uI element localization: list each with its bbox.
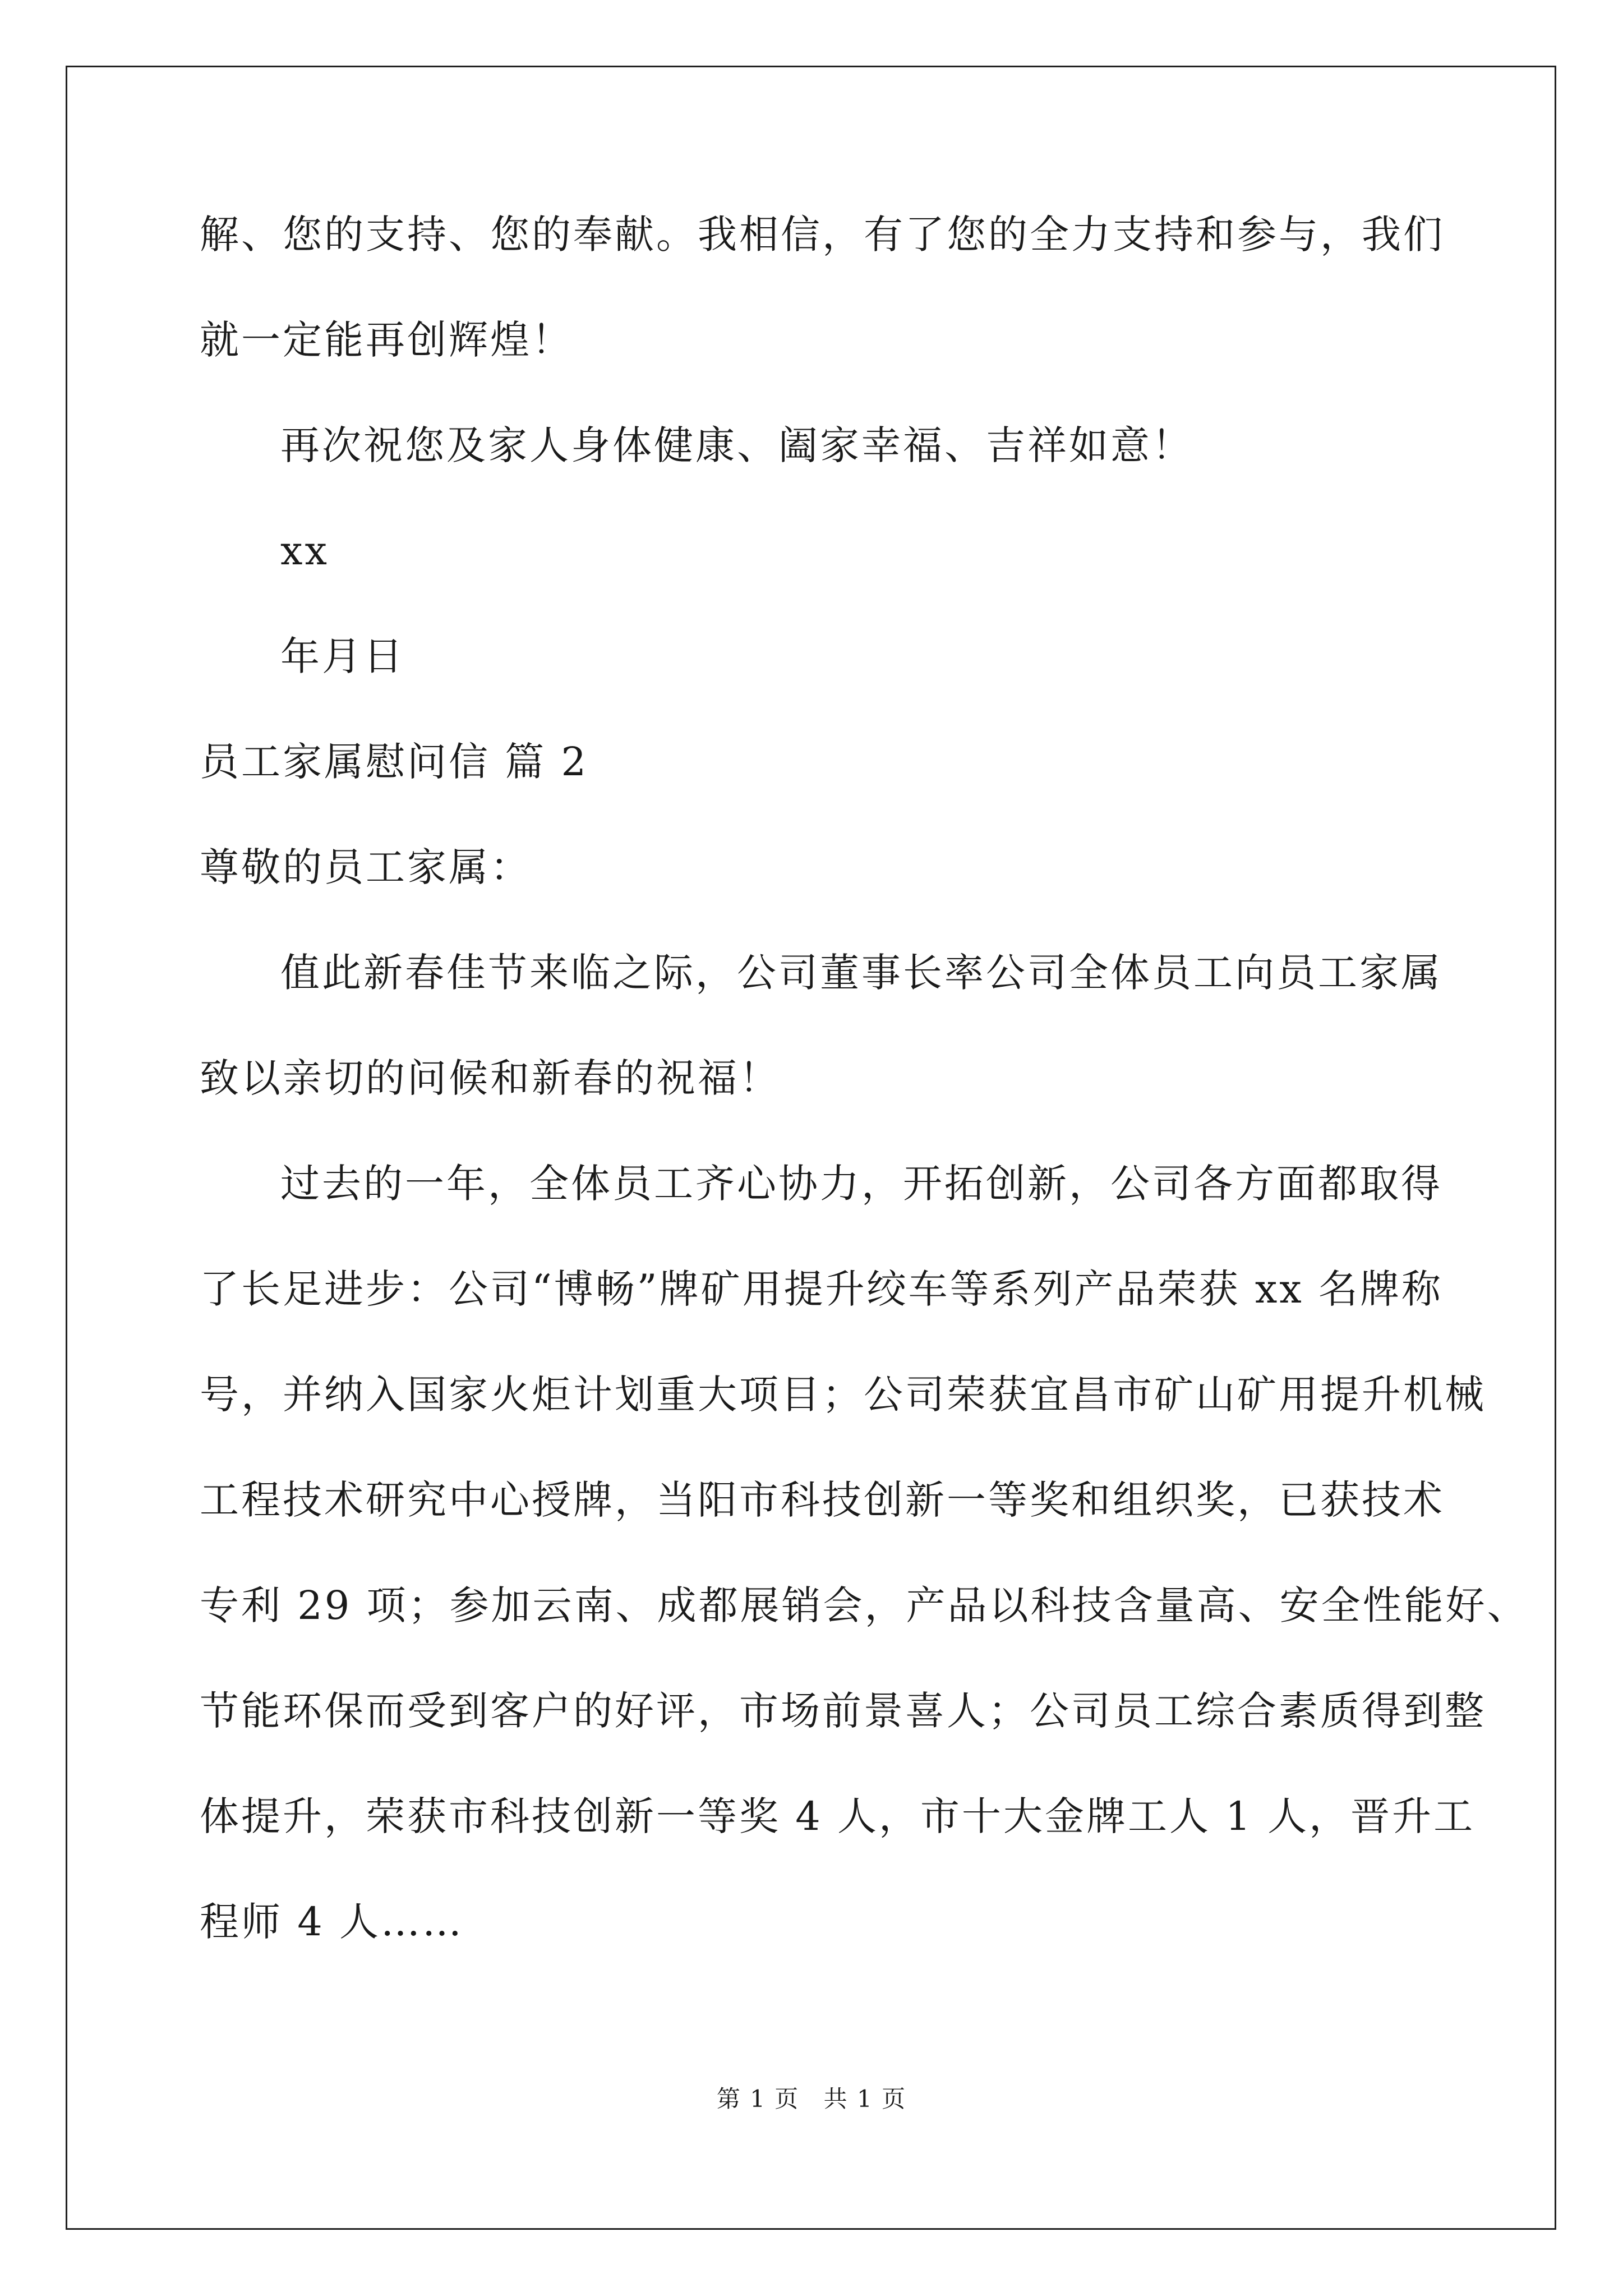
paragraph-1-line-1: 值此新春佳节来临之际，公司董事长率公司全体员工向员工家属	[280, 950, 1442, 996]
paragraph-2-line-2: 了长足进步：公司“博畅”牌矿用提升绞车等系列产品荣获 xx 名牌称	[200, 1266, 1444, 1312]
body-line-1: 解、您的支持、您的奉献。我相信，有了您的全力支持和参与，我们	[200, 211, 1445, 257]
paragraph-2-line-8: 程师 4 人……	[200, 1899, 464, 1945]
paragraph-2-line-5: 专利 29 项；参加云南、成都展销会，产品以科技含量高、安全性能好、	[200, 1582, 1529, 1628]
body-line-2: 就一定能再创辉煌！	[200, 317, 573, 363]
paragraph-2-line-1: 过去的一年，全体员工齐心协力，开拓创新，公司各方面都取得	[280, 1161, 1442, 1207]
signature-name: xx	[280, 528, 329, 574]
signature-date: 年月日	[280, 633, 405, 679]
page-number-current: 第 1 页	[716, 2085, 800, 2113]
paragraph-2-line-4: 工程技术研究中心授牌，当阳市科技创新一等奖和组织奖，已获技术	[200, 1477, 1445, 1523]
page-footer	[0, 2082, 1623, 2116]
paragraph-2-line-6: 节能环保而受到客户的好评，市场前景喜人；公司员工综合素质得到整	[200, 1688, 1486, 1734]
paragraph-2-line-7: 体提升，荣获市科技创新一等奖 4 人，市十大金牌工人 1 人，晋升工	[200, 1793, 1476, 1839]
salutation: 尊敬的员工家属：	[200, 844, 532, 890]
page-number-total: 共 1 页	[823, 2085, 907, 2113]
paragraph-2-line-3: 号，并纳入国家火炬计划重大项目；公司荣获宜昌市矿山矿用提升机械	[200, 1372, 1486, 1418]
closing-wish: 再次祝您及家人身体健康、阖家幸福、吉祥如意！	[280, 422, 1193, 468]
paragraph-1-line-2: 致以亲切的问候和新春的祝福！	[200, 1055, 781, 1101]
section-heading: 员工家属慰问信 篇 2	[200, 739, 589, 785]
